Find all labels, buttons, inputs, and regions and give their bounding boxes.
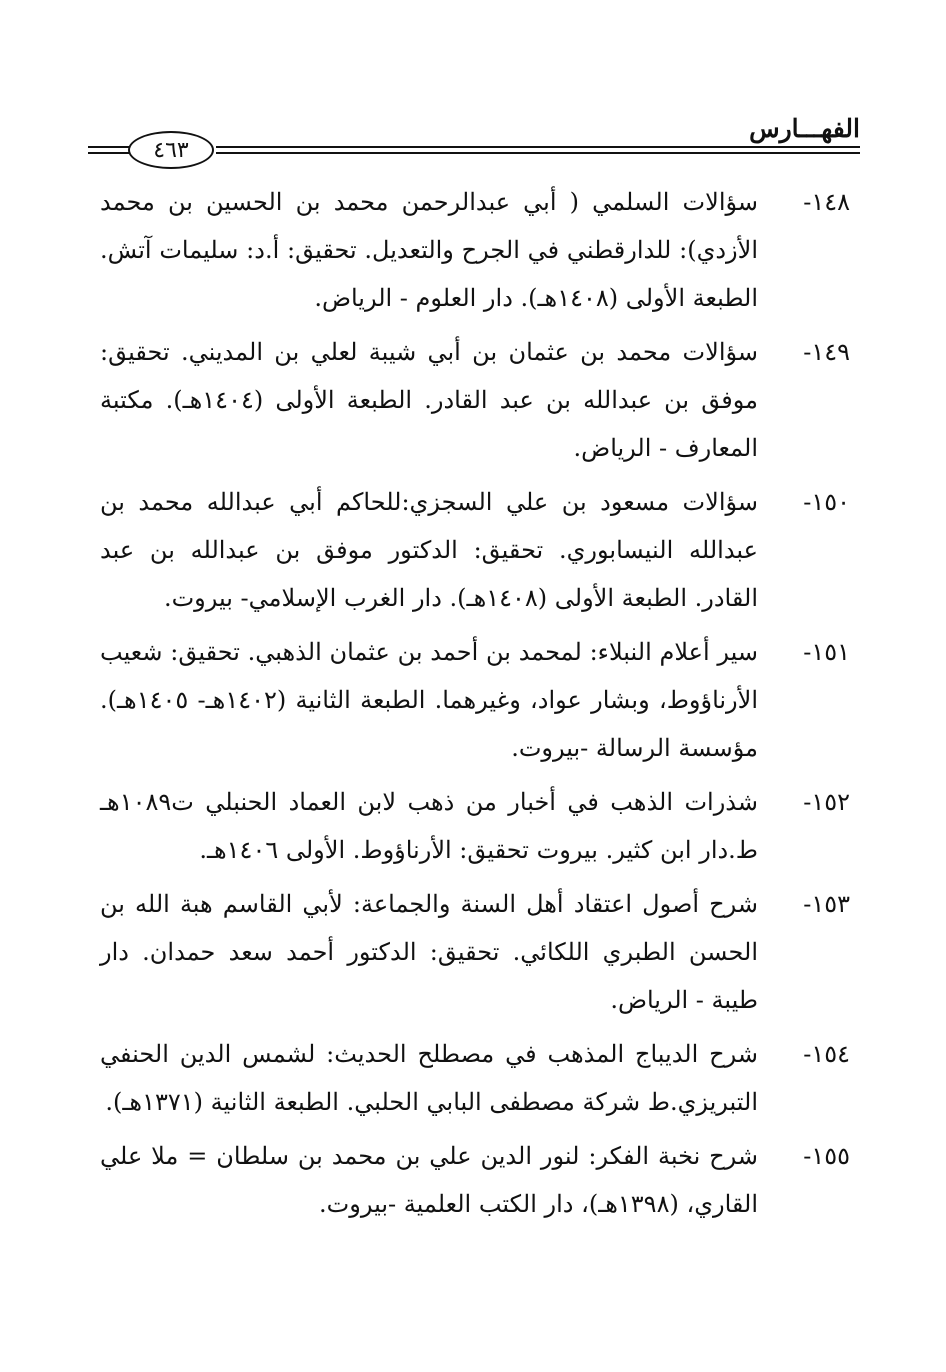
- entry-text: شرح الديباج المذهب في مصطلح الحديث: لشمس الدين الحنفي التبريزي.ط شركة مصطفى البابي الحلبي. الطبعة الثانية (١٣٧١هـ).: [100, 1040, 758, 1116]
- entry-text: سير أعلام النبلاء: لمحمد بن أحمد بن عثمان الذهبي. تحقيق: شعيب الأرناؤوط، وبشار عواد، وغيرهما. الطبعة الثانية (١٤٠٢هـ- ١٤٠٥هـ). مؤسسة الرسالة -بيروت.: [100, 638, 758, 762]
- list-item: [100, 778, 850, 874]
- entry-text: سؤالات محمد بن عثمان بن أبي شيبة لعلي بن المديني. تحقيق: موفق بن عبدالله بن عبد القادر. الطبعة الأولى (١٤٠٤هـ). مكتبة المعارف - الرياض.: [100, 338, 758, 462]
- list-item: [100, 328, 850, 472]
- bibliography-list: [100, 178, 850, 1234]
- entry-text: شذرات الذهب في أخبار من ذهب لابن العماد الحنبلي ت١٠٨٩هـ ط.دار ابن كثير. بيروت تحقيق: الأرناؤوط. الأولى ١٤٠٦هـ.: [100, 788, 758, 864]
- list-item: [100, 1132, 850, 1228]
- header-rule-left-top: [88, 146, 130, 148]
- entry-number: ١٤٩-: [803, 338, 850, 366]
- entry-number: ١٤٨-: [803, 188, 850, 216]
- list-item: [100, 880, 850, 1024]
- entry-number: ١٥٠-: [803, 488, 850, 516]
- entry-text: سؤالات السلمي ( أبي عبدالرحمن محمد بن الحسين بن محمد الأزدي): للدارقطني في الجرح والتعديل. تحقيق: أ.د: سليمات آتش. الطبعة الأولى (١٤٠٨هـ). دار العلوم - الرياض.: [100, 188, 758, 312]
- page-header: [88, 112, 860, 172]
- list-item: [100, 478, 850, 622]
- page-number-badge: ٤٦٣: [128, 131, 214, 169]
- header-rule-bottom: [216, 152, 860, 154]
- header-rule-top: [216, 146, 860, 148]
- entry-number: ١٥١-: [803, 638, 850, 666]
- list-item: [100, 628, 850, 772]
- entry-text: شرح أصول اعتقاد أهل السنة والجماعة: لأبي القاسم هبة الله بن الحسن الطبري اللكائي. تحقيق: الدكتور أحمد سعد حمدان. دار طيبة - الرياض.: [100, 890, 758, 1014]
- entry-number: ١٥٣-: [803, 890, 850, 918]
- header-rule-left-bottom: [88, 152, 130, 154]
- entry-number: ١٥٢-: [803, 788, 850, 816]
- entry-text: شرح نخبة الفكر: لنور الدين علي بن محمد بن سلطان = ملا علي القاري، (١٣٩٨هـ)، دار الكتب العلمية -بيروت.: [100, 1142, 758, 1218]
- page-title: الفهـــارس: [749, 114, 860, 143]
- list-item: [100, 1030, 850, 1126]
- entry-text: سؤالات مسعود بن علي السجزي:للحاكم أبي عبدالله محمد بن عبدالله النيسابوري. تحقيق: الدكتور موفق بن عبدالله بن عبد القادر. الطبعة الأولى (١٤٠٨هـ). دار الغرب الإسلامي- بيروت.: [100, 488, 758, 612]
- entry-number: ١٥٥-: [803, 1142, 850, 1170]
- entry-number: ١٥٤-: [803, 1040, 850, 1068]
- list-item: [100, 178, 850, 322]
